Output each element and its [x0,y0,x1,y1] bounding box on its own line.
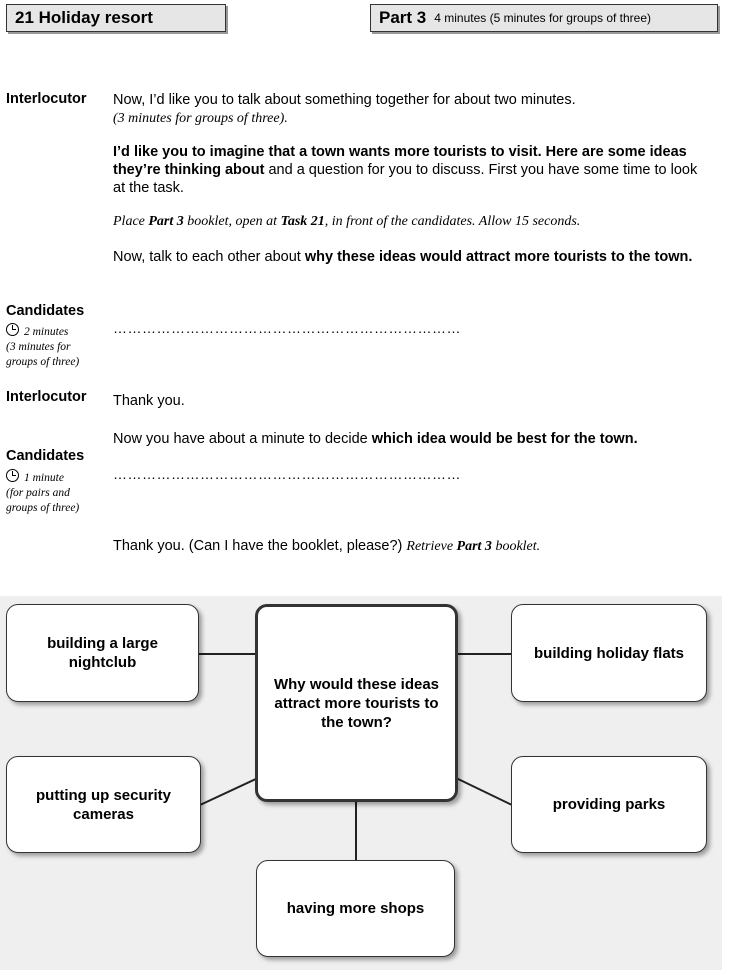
place-instruction [113,213,703,231]
closing-instr-bold: Part 3 [456,539,492,554]
option-holiday-flats: building holiday flats [511,604,707,702]
cand1-note-b: groups of three) [6,356,80,368]
imagine-bold: I’d like you to imagine that a town wants more tourists to visit. Here are some ideas they’re thinking about [113,144,687,178]
decide-paragraph [113,430,703,448]
instr-mid: booklet, open at [183,214,281,229]
closing-line [113,537,703,556]
option-security-cameras: putting up security cameras [6,756,201,853]
decide-pre: Now you have about a minute to decide [113,431,372,447]
candidates-timing-1 [6,323,79,370]
candidates-label-2: Candidates [6,448,85,464]
intro-line [113,91,703,128]
cand2-note-b: groups of three) [6,502,80,514]
part-timing: 4 minutes (5 minutes for groups of three) [434,11,652,25]
interlocutor-label: Interlocutor [6,91,87,107]
discussion-diagram [0,596,722,970]
closing-text: Thank you. (Can I have the booklet, please?) [113,538,403,554]
decide-bold: which idea would be best for the town. [371,431,638,447]
option-shops: having more shops [256,860,455,957]
option-nightclub: building a large nightclub [6,604,199,702]
closing-instr-pre: Retrieve [406,539,457,554]
instr-post: , in front of the candidates. Allow 15 seconds. [324,214,581,229]
instr-task: Task 21 [280,214,325,229]
instr-part: Part 3 [148,214,184,229]
instr-pre: Place [113,214,149,229]
closing-instr-post: booklet. [491,539,541,554]
central-question: Why would these ideas attract more tourists to the town? [255,604,458,802]
cand1-note-a: (3 minutes for [6,341,71,353]
discuss-pre: Now, talk to each other about [113,249,305,265]
imagine-paragraph [113,143,703,197]
part-label: Part 3 [379,8,427,27]
candidates-label-1: Candidates [6,303,85,319]
part-box [370,4,718,32]
interlocutor-label-2: Interlocutor [6,389,87,405]
intro-note: (3 minutes for groups of three). [113,111,288,126]
option-parks: providing parks [511,756,707,853]
imagine-rest: and a question for you to discuss. First you have some time to look at the task. [113,162,698,196]
candidates-timing-2 [6,469,79,516]
discuss-paragraph [113,248,703,266]
closing-instruction [406,539,540,554]
connector-line [200,778,258,805]
intro-text: Now, I’d like you to talk about something together for about two minutes. [113,92,576,108]
task-title: 21 Holiday resort [15,8,153,27]
clock-icon [6,323,19,336]
candidates-dots-1: ……………………………………………………………… [113,320,461,336]
thank-you-1: Thank you. [113,393,185,409]
task-title-box [6,4,226,32]
discuss-bold: why these ideas would attract more tourists to the town. [304,249,693,265]
connector-line [456,778,512,805]
candidates-dots-2: ……………………………………………………………… [113,466,461,482]
clock-icon [6,469,19,482]
cand1-time: 2 minutes [24,326,69,338]
cand2-time: 1 minute [24,472,64,484]
cand2-note-a: (for pairs and [6,487,70,499]
